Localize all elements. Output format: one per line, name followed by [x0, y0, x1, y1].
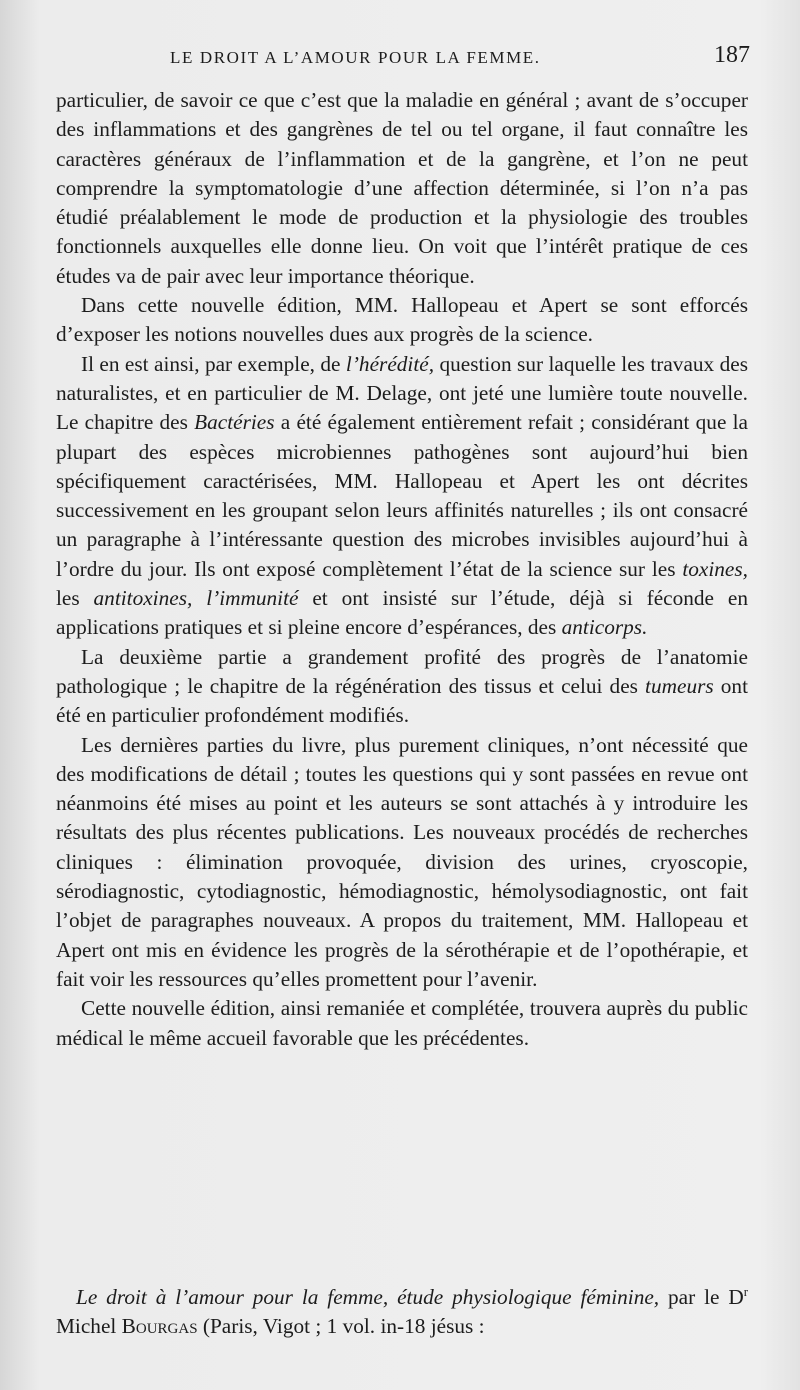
paragraph-3-text: [192, 586, 206, 610]
paragraph-5: Les dernières parties du livre, plus purement cliniques, n’ont nécessité que des modifications de détail ; toutes les questions qui y sont passées en revue ont néanmoins été mises au point et les auteurs se sont attachés à y introduire les résultats des plus récentes publications. Les nouveaux procédés de recherches cliniques : élimination provoquée, division des urines, cryoscopie, sérodiagnostic, cytodiagnostic, hémodiagnostic, hémolysodiagnostic, ont fait l’objet de paragraphes nouveaux. A propos du traitement, MM. Hallopeau et Apert ont mis en évidence les progrès de la sérothérapie et de l’opothérapie, et fait voir les ressources qu’elles promettent pour l’avenir.: [56, 732, 748, 991]
page-body: [56, 86, 748, 1053]
paragraph-3-text: a été également entièrement refait ; considérant que la plupart des espèces microbiennes pathogènes sont aujourd’hui bien spécifiquement caractérisées, MM. Hallopeau et Apert les ont décrites successivement en les groupant selon leurs affinités naturelles ; ils ont consacré un paragraphe à l’intéressante question des microbes invisibles aujourd’hui à l’ordre du jour. Ils ont exposé complètement l’état de la science sur les: [56, 410, 748, 581]
page-header: [60, 42, 760, 76]
italic-term-tumeurs: tumeurs: [645, 673, 714, 698]
italic-term-toxines: toxines,: [682, 556, 748, 581]
italic-term-heredite: l’hérédité,: [345, 351, 435, 376]
italic-term-anticorps: anticorps.: [561, 615, 648, 640]
paragraph-4-text: ont été en particulier profondément modifiés.: [56, 673, 748, 728]
italic-term-bacteries: Bactéries: [194, 410, 275, 435]
italic-term-antitoxines: antitoxines,: [93, 586, 193, 611]
review-citation: [56, 1283, 748, 1342]
book-review-entry: [56, 1283, 748, 1342]
paragraph-3-text: les: [56, 586, 94, 611]
page-number: 187: [714, 42, 750, 68]
paragraph-6: Cette nouvelle édition, ainsi remaniée et complétée, trouvera auprès du public médical le même accueil favorable que les précédentes.: [56, 996, 748, 1050]
paragraph-3-text: et ont insisté sur l’étude, déjà si féconde en applications pratiques et si pleine encore d’espérances, des: [56, 586, 748, 640]
paragraph-3-text: Il en est ainsi, par exemple, de: [81, 351, 346, 376]
review-dr-superscript: r: [743, 1284, 749, 1299]
paragraph-4-text: La deuxième partie a grandement profité des progrès de l’anatomie pathologique ; le chapitre de la régénération des tissus et celui des: [56, 644, 748, 698]
review-publisher: (Paris, Vigot ; 1 vol. in-18 jésus :: [197, 1314, 485, 1339]
paragraph-2: Dans cette nouvelle édition, MM. Hallopeau et Apert se sont efforcés d’exposer les notions nouvelles dues aux progrès de la science.: [56, 293, 748, 347]
running-title: LE DROIT A L’AMOUR POUR LA FEMME.: [170, 48, 541, 67]
paragraph-3-text: question sur laquelle les travaux des naturalistes, et en particulier de M. Delage, ont jeté une lumière toute nouvelle. Le chapitre des: [56, 351, 748, 435]
review-book-title: Le droit à l’amour pour la femme, étude physiologique féminine,: [76, 1285, 660, 1309]
paragraph-4: [56, 643, 748, 731]
italic-term-immunite: l’immunité: [206, 586, 299, 611]
review-author-last: Bourgas: [121, 1314, 198, 1339]
review-author-first: Michel: [56, 1314, 122, 1339]
paragraph-1: particulier, de savoir ce que c’est que la maladie en général ; avant de s’occuper des inflammations et des gangrènes de tel ou tel organe, il faut connaître les caractères généraux de l’inflammation et de la gangrène, et l’on ne peut comprendre la symptomatologie d’une affection déterminée, si l’on n’a pas étudié préalablement le mode de production et la physiologie des troubles fonctionnels auxquelles elle donne lieu. On voit que l’intérêt pratique de ces études va de pair avec leur importance théorique.: [56, 88, 748, 288]
review-by: par le D: [659, 1285, 744, 1309]
paragraph-3: [56, 350, 748, 643]
